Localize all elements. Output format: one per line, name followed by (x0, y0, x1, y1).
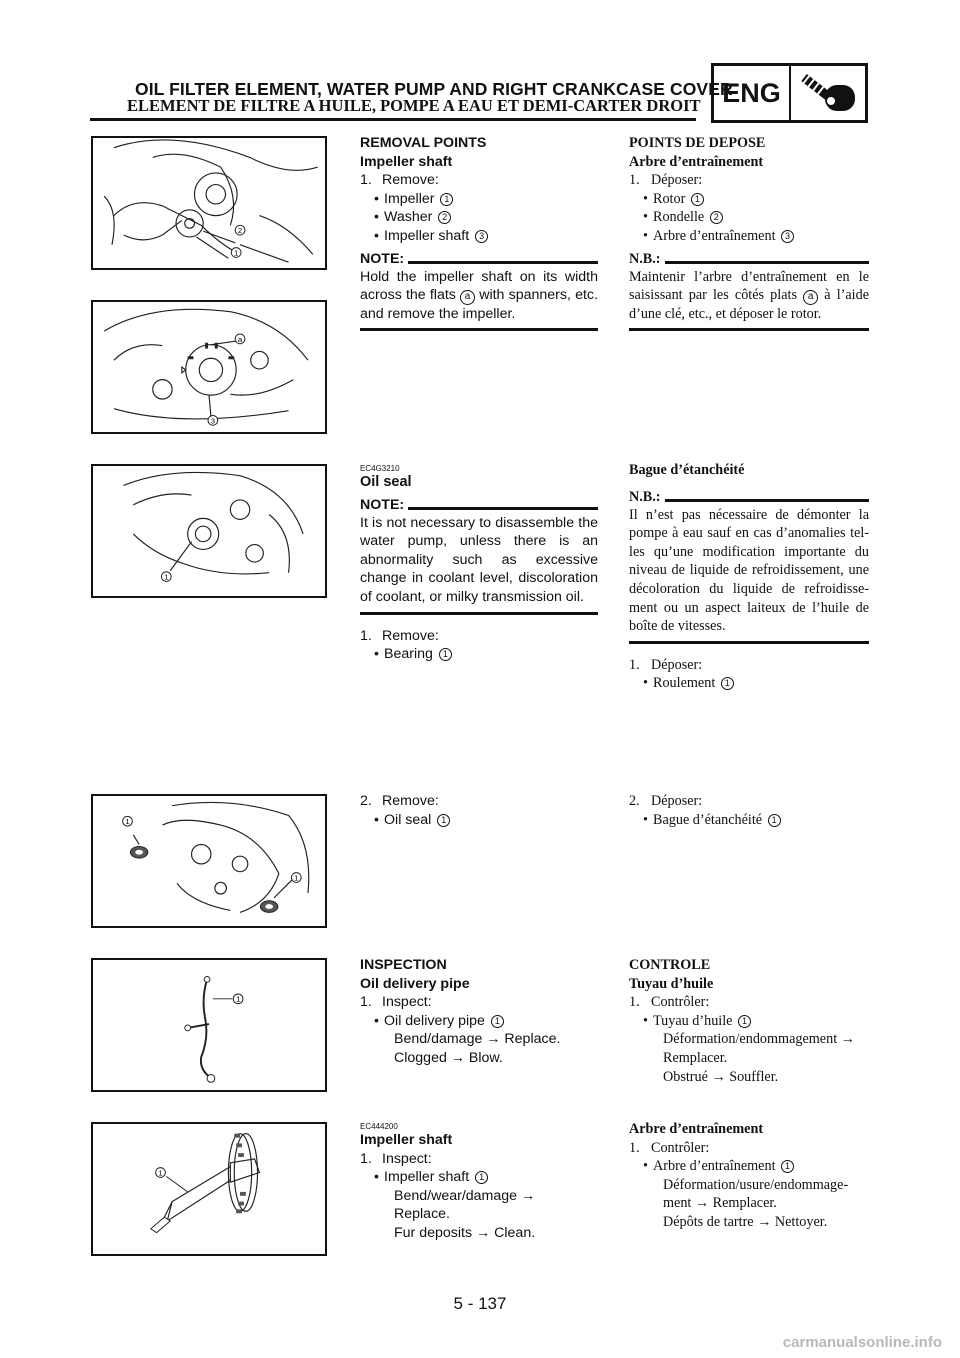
step (360, 627, 598, 646)
callout-1: 1 (234, 248, 239, 258)
figure-bearing (91, 464, 327, 598)
item-label: Rotor (653, 190, 686, 207)
callout-1: 1 (475, 1171, 488, 1184)
callout-2: 2 (237, 226, 243, 236)
step (629, 993, 869, 1012)
list-item (360, 645, 598, 664)
list-item (629, 208, 869, 227)
subheading: Impeller shaft (360, 153, 453, 170)
figure-oil-pipe (91, 958, 327, 1092)
figure-impeller-shaft (91, 1122, 327, 1256)
step-verb: Déposer: (651, 172, 703, 189)
step-number: 1. (629, 1139, 640, 1156)
list-item (629, 190, 869, 209)
section-inspection-en (360, 956, 598, 1068)
note-text (360, 268, 598, 324)
note-header (360, 496, 598, 514)
header-title-en: OIL FILTER ELEMENT, WATER PUMP AND RIGHT CRANKCASE COVER (135, 79, 733, 99)
note-label: N.B.: (629, 251, 665, 267)
section-removal-fr (629, 134, 869, 335)
note-end-rule (360, 328, 598, 331)
section-shaft-inspect-en (360, 1122, 598, 1243)
section-inspection-fr (629, 956, 869, 1086)
section-remove-seal-en (360, 792, 598, 829)
note-label: NOTE: (360, 251, 408, 267)
criteria-line: Bend/wear/damage → (394, 1187, 536, 1204)
note-header (629, 250, 869, 268)
list-item (629, 674, 869, 693)
note-part: Maintenir l’arbre d’entraînement en le saisissant par les côtés plats (629, 268, 869, 304)
step (360, 1150, 598, 1169)
section-remove-seal-fr (629, 792, 869, 829)
callout-1: 1 (158, 1168, 163, 1178)
list-item (629, 1157, 869, 1176)
section-removal-en (360, 134, 598, 335)
list-item (360, 190, 598, 209)
note-text: It is not necessary to disassemble the water pump, unless there is an abnormality such as excessive change in coolant level, discoloration of coolant, or milky transmission oil. (360, 514, 598, 605)
step (360, 993, 598, 1012)
step-verb: Contrôler: (651, 994, 710, 1011)
header-rule (90, 118, 696, 121)
step-number: 1. (629, 172, 640, 189)
step-number: 1. (360, 994, 372, 1011)
item-label: Roulement (653, 675, 716, 692)
callout-3: 3 (781, 230, 794, 243)
item-label: Arbre d’entraînement (653, 1158, 776, 1175)
step-verb: Inspect: (382, 1150, 432, 1167)
item-label: Bague d’étanchéité (653, 811, 763, 828)
step-number: 1. (629, 994, 640, 1011)
watermark[interactable]: carmanualsonline.info (782, 1334, 942, 1351)
item-label: Oil seal (384, 811, 432, 828)
step-number: 1. (360, 627, 372, 644)
callout-2: 2 (710, 211, 723, 224)
subheading: Impeller shaft (360, 1132, 453, 1148)
criteria-line: Remplacer. (663, 1049, 728, 1066)
item-label: Bearing (384, 646, 433, 663)
step-verb: Remove: (382, 793, 439, 809)
section-oil-seal-en (360, 464, 598, 664)
subheading: Tuyau d’huile (629, 975, 714, 992)
note-end-rule (360, 612, 598, 615)
step-number: 1. (360, 172, 372, 189)
callout-a: a (460, 290, 475, 305)
figure-oil-seal (91, 794, 327, 928)
note-label: NOTE: (360, 497, 408, 513)
note-header (360, 250, 598, 268)
note-end-rule (629, 328, 869, 331)
step-verb: Contrôler: (651, 1139, 710, 1156)
callout-1: 1 (439, 648, 452, 661)
list-item (360, 208, 598, 227)
criteria-line: Obstrué → Souffler. (663, 1068, 779, 1085)
heading: INSPECTION (360, 957, 447, 973)
eng-badge (711, 63, 868, 123)
subheading: Oil seal (360, 474, 412, 490)
callout-2: 2 (438, 211, 451, 224)
eng-label: ENG (714, 66, 791, 120)
criteria-line: Replace. (394, 1206, 450, 1223)
callout-1: 1 (691, 193, 704, 206)
item-label: Oil delivery pipe (384, 1012, 485, 1029)
step (629, 656, 869, 675)
criteria-line: Déformation/usure/endommage- (663, 1176, 849, 1193)
list-item (629, 811, 869, 830)
note-part: Hold the impeller shaft on its width across the flats (360, 268, 598, 304)
step-number: 2. (629, 793, 640, 809)
figure-impeller-flats (91, 300, 327, 434)
callout-1: 1 (491, 1015, 504, 1028)
step-verb: Déposer: (651, 656, 703, 673)
step (629, 1139, 869, 1158)
callout-1: 1 (164, 572, 169, 582)
list-item (360, 227, 598, 246)
callout-1: 1 (125, 817, 130, 827)
criteria-line: Déformation/endommagement → (663, 1031, 855, 1048)
step (629, 792, 869, 811)
step (629, 171, 869, 190)
item-label: Rondelle (653, 209, 705, 226)
callout-1: 1 (440, 193, 453, 206)
step-verb: Inspect: (382, 994, 432, 1011)
callout-1: 1 (437, 814, 450, 827)
heading: REMOVAL POINTS (360, 135, 487, 151)
item-label: Impeller shaft (384, 227, 470, 244)
note-text: Il n’est pas nécessaire de démonter la pompe à eau sauf en cas d’anomalies tel- les qu’une modification importante du niveau de liquide de refroidissement, une décoloration du liquide de refroidisse- ment ou un aspect laiteux de l’huile de boîte de vitesses. (629, 506, 869, 635)
note-header (629, 488, 869, 506)
item-label: Arbre d’entraînement (653, 227, 776, 244)
callout-1: 1 (294, 873, 299, 883)
subheading: Arbre d’entraînement (629, 153, 764, 170)
list-item (629, 227, 869, 246)
section-shaft-inspect-fr (629, 1120, 869, 1232)
criteria-line: Dépôts de tartre → Nettoyer. (663, 1213, 828, 1230)
criteria-line: ment → Remplacer. (663, 1195, 777, 1212)
callout-a: a (803, 290, 818, 305)
criteria-line: Fur deposits → Clean. (394, 1224, 536, 1241)
item-label: Tuyau d’huile (653, 1012, 733, 1029)
list-item (360, 1168, 598, 1187)
criteria-line: Clogged → Blow. (394, 1049, 503, 1066)
heading: POINTS DE DEPOSE (629, 135, 766, 151)
step (360, 171, 598, 190)
callout-3: 3 (475, 230, 488, 243)
subheading: Arbre d’entraînement (629, 1121, 764, 1137)
callout-a: a (237, 334, 243, 344)
section-code: EC4G3210 (360, 464, 400, 473)
page-number: 5 - 137 (453, 1294, 507, 1313)
list-item (360, 811, 598, 830)
step-verb: Remove: (382, 627, 439, 644)
item-label: Washer (384, 209, 433, 226)
step (360, 792, 598, 811)
step-number: 1. (629, 656, 640, 673)
section-oil-seal-fr (629, 461, 869, 693)
subheading: Oil delivery pipe (360, 975, 470, 992)
callout-1: 1 (738, 1015, 751, 1028)
callout-1: 1 (781, 1160, 794, 1173)
list-item (629, 1012, 869, 1031)
item-label: Impeller (384, 190, 435, 207)
note-end-rule (629, 641, 869, 644)
step-verb: Remove: (382, 172, 439, 189)
callout-3: 3 (210, 416, 216, 426)
criteria-line: Bend/damage → Replace. (394, 1031, 561, 1048)
engine-wrench-icon (791, 66, 865, 120)
note-label: N.B.: (629, 489, 665, 505)
note-part: à l’aide d’une clé, etc., et déposer le rotor. (629, 287, 869, 322)
note-text (629, 268, 869, 324)
figure-impeller-removal (91, 136, 327, 270)
header-title-fr: ELEMENT DE FILTRE A HUILE, POMPE A EAU ET DEMI-CARTER DROIT (127, 96, 701, 115)
subheading: Bague d’étanchéité (629, 462, 745, 478)
section-code: EC444200 (360, 1122, 398, 1131)
step-verb: Déposer: (651, 793, 703, 809)
note-part: with spanners, etc. and remove the impeller. (360, 287, 598, 322)
heading: CONTROLE (629, 957, 711, 973)
step-number: 1. (360, 1150, 372, 1167)
item-label: Impeller shaft (384, 1169, 470, 1186)
callout-1: 1 (721, 677, 734, 690)
callout-1: 1 (768, 814, 781, 827)
list-item (360, 1012, 598, 1031)
step-number: 2. (360, 793, 372, 809)
callout-1: 1 (235, 994, 241, 1004)
